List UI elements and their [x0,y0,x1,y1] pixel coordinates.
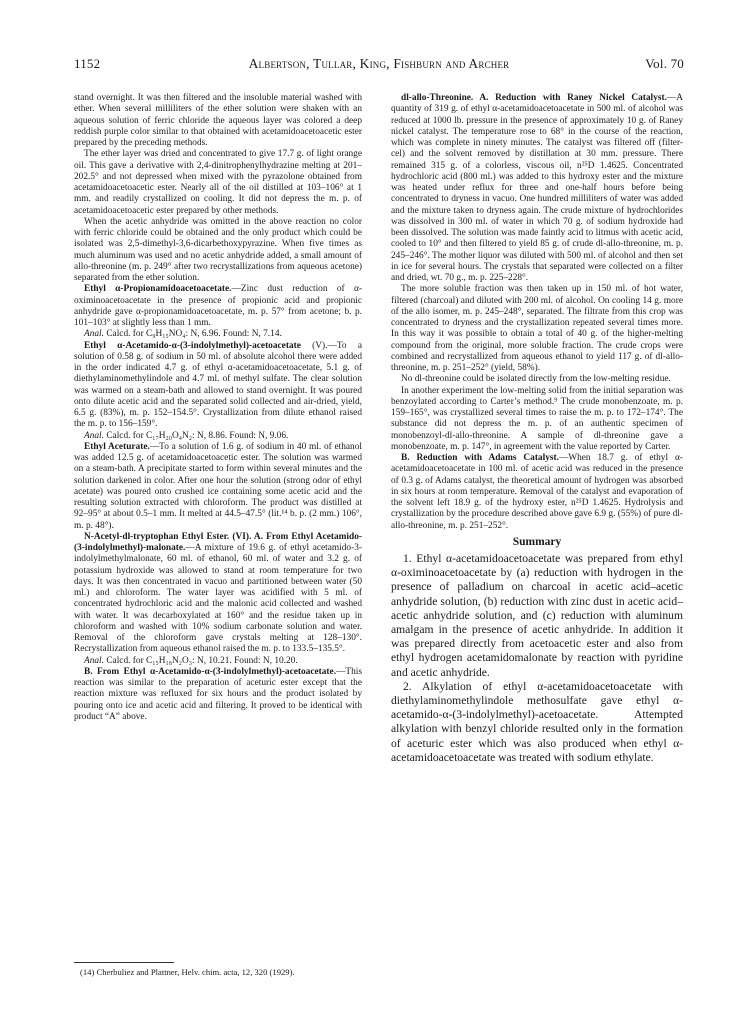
paragraph [74,149,362,217]
paragraph-text: The more soluble fraction was then taken up in 150 ml. of hot water, filtered (charcoal) and diluted with 200 ml. of alcohol. On cooling 14 g. more of the allo isomer, m. p. 245–248°, separated. The filtrate from this crop was concentrated to dryness and the crystallization repeated several times more. In this way it was possible to obtain a total of 40 g. of the higher-melting compound from the original, more soluble fraction. The crude crops were combined and recrystallized from aqueous ethanol to yield 117 g. of dl-allo-threonine, m. p. 251–252° (yield, 58%). [391,284,683,373]
paragraph-heading: B. From Ethyl α-Acetamido-α-(3-indolylmethyl)-acetoacetate. [84,666,337,677]
paragraph-heading: N-Acetyl-dl-tryptophan Ethyl Ester. (VI). A. From Ethyl Acetamido-(3-indolylmethyl)-malonate. [74,531,362,553]
paragraph [391,374,683,385]
paragraph-text: In another experiment the low-melting solid from the initial separation was benzoylated according to Carter’s method.⁹ The crude monobenzoate, m. p. 159–165°, was crystallized several times to raise the m. p. to 172–174°. The substance did not depress the m. p. of an authentic specimen of monobenzoyl-dl-allo-threonine. A sample of dl-threonine gave a monobenzoate, m. p. 147°, in agreement with the value reported by Carter. [391,385,683,452]
paragraph [74,217,362,285]
summary-item-2: 2. Alkylation of ethyl α-acetamidoacetoacetate with diethylaminomethylindole methosulfate gave ethyl α-acetamido-α-(3-indolylmethyl)-acetoacetate. Attempted alkylation with benzyl chloride resulted only in the formation of aceturic ester which was also produced when ethyl α-acetamidoacetoacetate was treated with sodium ethylate. [391,679,683,764]
paragraph-text: Calcd. for C₁₅H₁₈N₂O₃: N, 10.21. Found: N, 10.20. [103,655,298,666]
paragraph-heading: dl-allo-Threonine. A. Reduction with Raney Nickel Catalyst. [401,93,667,103]
page-number: 1152 [74,56,101,71]
right-column-body [391,93,683,532]
paragraph [74,442,362,532]
summary-section [391,537,683,765]
paragraph-text: —Zinc dust reduction of α-oximinoacetoacetate in the presence of propionic acid and propionic anhydride gave α-propionamidoacetoacetate, m. p. 57° from acetone; b. p. 101–103° at slightly less than 1 mm. [74,284,362,328]
paragraph [74,431,362,442]
paragraph-heading: Ethyl Aceturate. [84,441,150,452]
paragraph-text: No dl-threonine could be isolated directly from the low-melting residue. [401,374,671,385]
summary-heading: Summary [512,535,562,548]
paragraph [391,386,683,454]
volume-label: Vol. 70 [645,56,684,71]
paragraph-text: Calcd. for C₉H₁₅NO₄: N, 6.96. Found: N, 7.14. [103,329,282,340]
paragraph-text: stand overnight. It was then filtered and the insoluble material washed with ether. When several milliliters of the ether solution were shaken with an aqueous solution of ferric chloride the aqueous layer was colored a deep reddish purple color similar to that obtained with acetamidoacetoacetic ester prepared by the preceding methods. [74,93,362,148]
paragraph [74,656,362,667]
paragraph-text: Calcd. for C₁₇H₂₀O₄N₂: N, 8.86. Found: N, 9.06. [103,430,289,441]
paragraph-text: —To a solution of 1.6 g. of sodium in 40 ml. of ethanol was added 12.5 g. of acetamidoacetoacetic ester. The solution was warmed on a steam-bath. A precipitate started to form within several minutes and the solution darkened in color. After one hour the solution (strong odor of ethyl acetate) was poured onto crushed ice containing some acetic acid and the resulting solution extracted with chloroform. The product was distilled at 92–95° at about 0.5–1 mm. It melted at 44.5–47.5° (lit.¹⁴ b. p. (2 mm.) 106°, m. p. 48°). [74,441,362,531]
paragraph [74,284,362,329]
running-head-authors: Albertson, Tullar, King, Fishburn and Archer [248,56,510,71]
paragraph-text: —This reaction was similar to the preparation of aceturic ester except that the reaction mixture was refluxed for six hours and the product isolated by pouring onto ice and acetic acid and filtering. It proved to be identical with product “A” above. [74,666,362,722]
paragraph-text: —A quantity of 319 g. of ethyl α-acetamidoacetoacetate in 500 ml. of alcohol was reduced at 1000 lb. pressure in the presence of approximately 10 g. of Raney nickel catalyst. The temperature rose to 68° in the course of the reaction, which was complete in ninety minutes. The catalyst was filtered off (filter-cel) and the solvent removed by distillation at 30 mm. pressure. There remained 315 g. of a colorless, viscous oil, n²⁵D 1.4625. Concentrated hydrochloric acid (800 ml.) was added to this hydroxy ester and the mixture was heated under reflux for three and one-half hours before being concentrated to dryness in vacuo. One hundred milliliters of water was added and the mixture taken to dryness again. The crude mixture of hydrochlorides was dissolved in 300 ml. of water in which 70 g. of sodium hydroxide had been dissolved. The solution was made faintly acid to litmus with acetic acid, cooled to 10° and then filtered to yield 85 g. of crude dl-allo-threonine, m. p. 245–246°. The mother liquor was diluted with 500 ml. of alcohol and then set in ice for several hours. The crystals that separated were collected on a filter and dried, wt. 70 g., m. p. 225–228°. [391,93,683,283]
right-column [391,93,683,765]
paragraph-heading: Ethyl α-Propionamidoacetoacetate. [84,284,232,295]
paragraph [74,667,362,723]
analysis-label: Anal. [84,430,104,441]
paragraph-text: —When 18.7 g. of ethyl α-acetamidoacetoacetate in 100 ml. of acetic acid was reduced in the presence of 0.3 g. of Adams catalyst, the theoretical amount of hydrogen was absorbed in six hours at room temperature. Removal of the catalyst and evaporation of the solvent left 18.9 g. of the hydroxy ester, n²⁵D 1.4625. Hydrolysis and crystallization by the procedure described above gave 6.9 g. (55%) of pure dl-allo-threonine, m. p. 251–252°. [391,453,683,531]
paragraph-text: (V).—To a solution of 0.58 g. of sodium in 50 ml. of absolute alcohol there were added in the order indicated 4.7 g. of ethyl α-acetamidoacetoacetate, 5.1 g. of diethylaminomethylindole and 4.7 ml. of methyl sulfate. The clear solution was warmed on a steam-bath and allowed to stand overnight. It was poured onto dilute acetic acid and the separated solid collected and air-dried, yield, 6.5 g. (83%), m. p. 152–154.5°. Crystallization from dilute ethanol raised the m. p. to 156–159°. [74,340,362,430]
paragraph [74,341,362,431]
paragraph-heading: Ethyl α-Acetamido-α-(3-indolylmethyl)-acetoacetate [84,340,301,351]
analysis-label: Anal. [84,655,104,666]
running-header [74,56,684,76]
summary-item-1: 1. Ethyl α-acetamidoacetoacetate was prepared from ethyl α-oximinoacetoacetate by (a) reduction with hydrogen in the presence of palladium on charcoal in acetic acid–acetic anhydride solution, (b) reduction with zinc dust in acetic acid–acetic anhydride solution, and (c) reduction with aluminum amalgam in the presence of acetic anhydride. In addition it was prepared directly from acetoacetic ester and also from ethyl hydrogen acetamidomalonate by reaction with pyridine and acetic anhydride. [391,552,683,679]
paragraph [74,329,362,340]
paragraph [391,284,683,374]
paragraph [391,453,683,532]
paragraph-text: —A mixture of 19.6 g. of ethyl acetamido-3-indolylmethylmalonate, 60 ml. of ethanol, 60 ml. of water and 3.2 g. of potassium hydroxide was allowed to stand at room temperature for two days. It was then concentrated in vacuo and partitioned between water (50 ml.) and chloroform. The water layer was acidified with 5 ml. of concentrated hydrochloric acid and the malonic acid collected and washed with water. It was decarboxylated at 160° and the residue taken up in chloroform and washed with 10% sodium carbonate solution and water. Removal of the chloroform gave crystals melting at 128–130°. Recrystallization from aqueous ethanol raised the m. p. to 133.5–135.5°. [74,543,362,655]
analysis-label: Anal. [84,329,104,340]
paragraph-heading: B. Reduction with Adams Catalyst. [401,453,559,463]
paragraph-text: The ether layer was dried and concentrated to give 17.7 g. of light orange oil. This gave a derivative with 2,4-dinitrophenylhydrazine melting at 201–202.5° and not depressed when mixed with the pyrazolone obtained from acetamidoacetoacetic ester. Nearly all of the oil distilled at 103–106° at 1 mm. and readily crystallized on cooling. It did not depress the m. p. of acetamidoacetoacetic ester prepared by other methods. [74,149,362,216]
left-column [74,93,362,723]
paragraph [74,93,362,149]
paragraph-text: When the acetic anhydride was omitted in the above reaction no color with ferric chloride could be obtained and the only product which could be isolated was 2,5-dimethyl-3,6-dicarbethoxypyrazine. When five times as much aluminum was used and no acetic anhydride added, a small amount of allo-threonine (m. p. 249° after two recrystallizations from aqueous acetone) separated from the ether solution. [74,216,362,283]
paragraph [391,93,683,284]
footnote: (14) Cherbuliez and Plattner, Helv. chim. acta, 12, 320 (1929). [80,967,295,977]
footnote-rule [74,962,174,963]
paragraph [74,532,362,656]
